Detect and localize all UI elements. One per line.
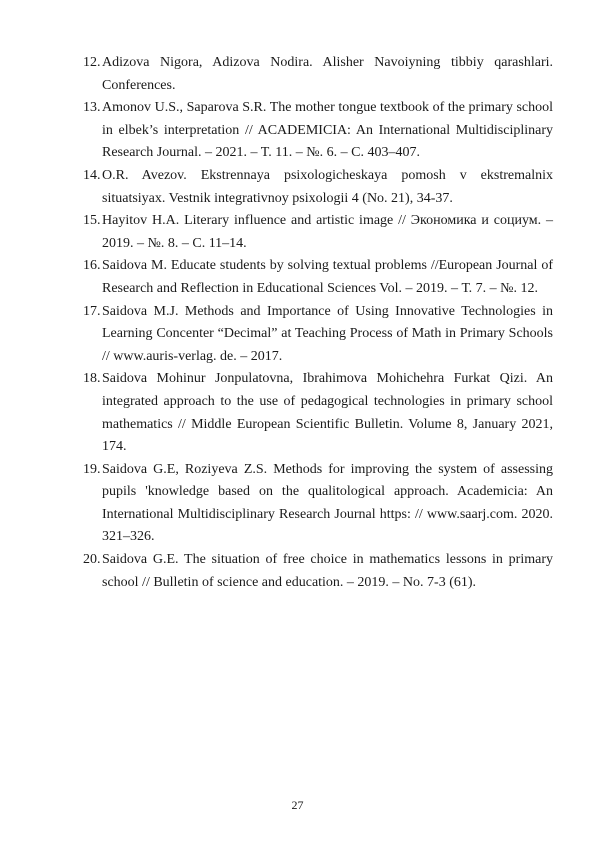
reference-number: 14. (83, 167, 101, 183)
reference-item (83, 301, 553, 369)
reference-text: Saidova G.E. The situation of free choice in mathematics lessons in primary school // Bulletin of science and education. – 2019. – No. 7-3 (61). (102, 552, 553, 590)
reference-number: 20. (83, 552, 101, 568)
reference-number: 16. (83, 258, 101, 274)
reference-text: Hayitov H.A. Literary influence and artistic image // Экономика и социум. – 2019. – №. 8. – С. 11–14. (102, 213, 553, 251)
reference-item (83, 368, 553, 458)
reference-number: 19. (83, 461, 101, 477)
reference-item (83, 52, 553, 97)
reference-text: Amonov U.S., Saparova S.R. The mother tongue textbook of the primary school in elbek’s interpretation // ACADEMICIA: An International Multidisciplinary Research Journal. – 2021. – T. 11. – №. 6. – С. 403–407. (102, 100, 553, 161)
reference-list (83, 52, 553, 594)
reference-text: O.R. Avezov. Ekstrennaya psixologicheskaya pomosh v ekstremalnix situatsiyax. Vestnik integrativnoy psixologii 4 (No. 21), 34-37. (102, 167, 553, 206)
reference-number: 18. (83, 371, 101, 387)
reference-item (83, 97, 553, 165)
reference-item (83, 549, 553, 594)
reference-item (83, 165, 553, 210)
reference-item (83, 255, 553, 300)
reference-number: 15. (83, 213, 101, 229)
reference-text: Saidova Mohinur Jonpulatovna, Ibrahimova Mohichehra Furkat Qizi. An integrated approach to the use of pedagogical technologies in primary school mathematics // Middle European Scientific Bulletin. Volume 8, January 2021, 174. (102, 371, 553, 455)
reference-item (83, 459, 553, 549)
reference-text: Saidova M.J. Methods and Importance of Using Innovative Technologies in Learning Concenter “Decimal” at Teaching Process of Math in Primary Schools // www.auris-verlag. de. – 2017. (102, 303, 553, 364)
reference-item (83, 210, 553, 255)
reference-text: Adizova Nigora, Adizova Nodira. Alisher Navoiyning tibbiy qarashlari. Conferences. (102, 55, 553, 93)
page-number: 27 (291, 798, 304, 812)
reference-text: Saidova M. Educate students by solving textual problems //European Journal of Research and Reflection in Educational Sciences Vol. – 2019. – Т. 7. – №. 12. (102, 258, 553, 296)
reference-text: Saidova G.E, Roziyeva Z.S. Methods for improving the system of assessing pupils 'knowledge based on the qualitological approach. Academicia: An International Multidisciplinary Research Journal https: // www.saarj.com. 2020. 321–326. (102, 461, 553, 545)
reference-number: 12. (83, 55, 101, 70)
reference-number: 17. (83, 303, 101, 319)
reference-number: 13. (83, 100, 101, 116)
